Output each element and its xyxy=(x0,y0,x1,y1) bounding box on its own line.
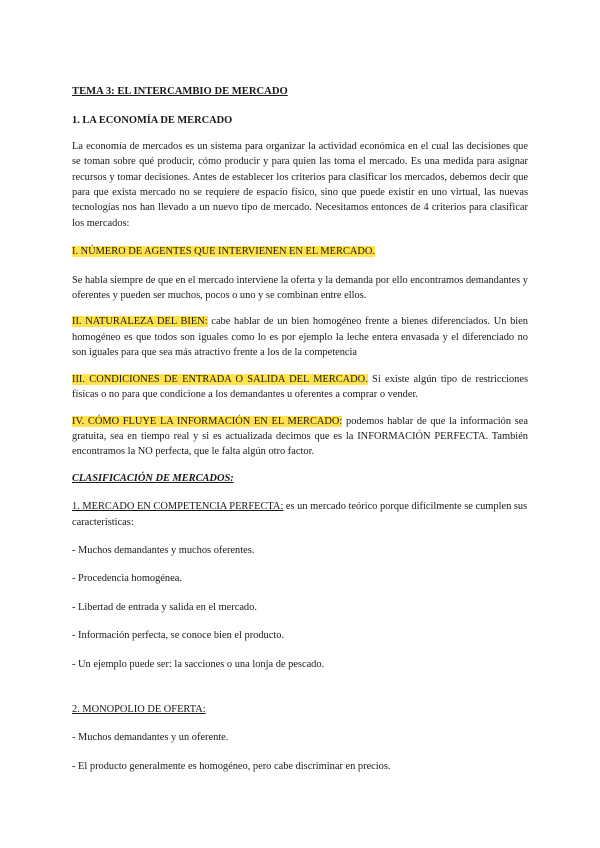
criterion-3-text: Si existe algún tipo de restricciones físicas o no para que condicione a los demandantes u oferentes a comprar o vender. xyxy=(72,373,528,401)
list-item: - El producto generalmente es homogéneo, pero cabe discriminar en precios. xyxy=(72,760,391,772)
classification-heading-text: CLASIFICACIÓN DE MERCADOS: xyxy=(72,472,234,484)
market-1-paragraph xyxy=(72,499,528,530)
classification-heading xyxy=(72,471,528,486)
market-1-heading: 1. MERCADO EN COMPETENCIA PERFECTA: xyxy=(72,501,284,513)
list-item: - Procedencia homogénea. xyxy=(72,573,182,585)
criterion-2-paragraph xyxy=(72,314,528,360)
list-item: - Libertad de entrada y salida en el mercado. xyxy=(72,601,257,613)
highlighted-heading: II. NATURALEZA DEL BIEN: xyxy=(72,316,208,328)
list-item: - Muchos demandantes y muchos oferentes. xyxy=(72,544,255,556)
criterion-1-text: Se habla siempre de que en el mercado interviene la oferta y la demanda por ello encontramos demandantes y oferentes y pueden ser muchos, pocos o uno y se combinan entre ellos. xyxy=(72,274,528,302)
criterion-1-heading xyxy=(72,244,528,259)
criterion-2-text: cabe hablar de un bien homogéneo frente a bienes diferenciados. Un bien homogéneo es que todos son iguales como lo es por ejemplo la leche entera envasada y el diferenciado no son iguales para que sea más atractivo frente a los de la competencia xyxy=(72,316,528,359)
market-1-text: es un mercado teórico porque difícilmente se cumplen sus características: xyxy=(72,501,528,528)
market-2-heading-paragraph xyxy=(72,702,528,717)
criterion-3-paragraph xyxy=(72,372,528,403)
list-item: - Un ejemplo puede ser: la sacciones o una lonja de pescado. xyxy=(72,658,325,670)
highlighted-heading: IV. CÓMO FLUYE LA INFORMACIÓN EN EL MERCADO: xyxy=(72,415,343,427)
highlighted-heading: III. CONDICIONES DE ENTRADA O SALIDA DEL MERCADO. xyxy=(72,373,368,385)
highlighted-heading: I. NÚMERO DE AGENTES QUE INTERVIENEN EN EL MERCADO. xyxy=(72,246,375,258)
list-item: - Información perfecta, se conoce bien el producto. xyxy=(72,630,285,642)
market-2-heading: 2. MONOPOLIO DE OFERTA: xyxy=(72,703,206,715)
list-item: - Muchos demandantes y un oferente. xyxy=(72,732,229,744)
criterion-4-text: podemos hablar de que la información sea gratuita, sea en tiempo real y si es actualizada decimos que es la INFORMACIÓN PERFECTA. También encontramos la NO perfecta, que le falta algún otro factor. xyxy=(72,415,528,458)
document-title: TEMA 3: EL INTERCAMBIO DE MERCADO xyxy=(72,86,288,97)
section-heading: 1. LA ECONOMÍA DE MERCADO xyxy=(72,115,233,127)
intro-paragraph: La economía de mercados es un sistema para organizar la actividad económica en el cual las decisiones que se toman sobre qué producir, cómo producir y para quien las toma el mercado. Es una medida para asignar recursos y tomar decisiones. Antes de establecer los criterios para clasificar los mercados, debemos decir que para que exista mercado no se requiere de espacio físico, sino que puede existir en uno virtual, las nuevas tecnologías nos han llevado a un nuevo tipo de mercado. Necesitamos entonces de 4 criterios para clasificar los mercados: xyxy=(72,140,528,229)
document-page xyxy=(72,84,528,787)
criterion-4-paragraph xyxy=(72,414,528,460)
